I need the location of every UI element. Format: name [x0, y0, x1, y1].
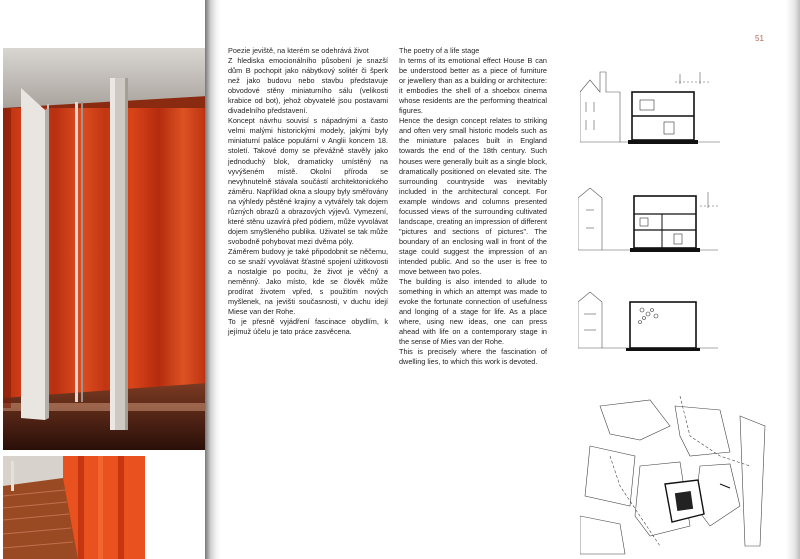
book-gutter-shadow — [205, 0, 221, 559]
english-paragraph: The building is also intended to allude to something in which an attempt was made to evoke the fortunate connection of usefulness and longing of a stage for life. As a place where, using new ideas, one can press ahead with life on a contemporary stage in the sense of Mies van der Rohe. — [399, 277, 547, 347]
site-plan-drawing — [580, 396, 775, 556]
english-paragraph: In terms of its emotional effect House B can be understood better as a piece of furniture or jewellery than as a building or architecture: it embodies the shell of a shoebox cinema whose residents are the performing theatrical figures. — [399, 56, 547, 116]
czech-paragraph: Záměrem budovy je také připodobnit se něčemu, co se snaží vyvolávat šťastné spojení užitkovosti a nostalgie po pocitu, že život je věčný a neměnný. Jako místo, kde se člověk může prodírat životem vpřed, s použitím nových myšlenek, na jevišti současnosti, v duchu idejí Miese van der Rohe. — [228, 246, 388, 317]
interior-photo-small-graphic — [3, 456, 145, 559]
page-number: 51 — [755, 34, 764, 43]
section-drawing-1 — [580, 62, 720, 152]
czech-paragraph: To je přesně vyjádření fascinace obydlím, k jejímuž účelu je tato práce zasvěcena. — [228, 317, 388, 337]
english-text-column — [399, 46, 547, 368]
interior-photo-small — [3, 456, 145, 559]
page-edge-shadow — [786, 0, 800, 559]
section-drawing-2 — [578, 178, 718, 268]
czech-heading: Poezie jeviště, na kterém se odehrává život — [228, 46, 369, 55]
left-page — [0, 0, 212, 559]
interior-photo-main — [3, 48, 208, 450]
czech-paragraph: Koncept návrhu souvisí s nápadnými a často velmi malými historickými modely, jakými byly miniaturní paláce populární v Anglii koncem 18. století. Takové domy se převážně stavěly jako jednoduchý blok, dramaticky umístěný na vyvýšeném místě. Okolní příroda se nevyhnutelně stávala součástí architektonického záměru. Například okna a sloupy byly směřovány na výhledy pěstěné krajiny a vytvářely tak dojem různých obrazů a obrazových výjevů. Vymezení, které stěnu uzavírá před pódiem, může vyvolávat dojem smyšleného publika. Uživatel se tak může svobodně pohybovat mezi dvěma póly. — [228, 116, 388, 246]
english-heading: The poetry of a life stage — [399, 46, 480, 55]
interior-photo-main-graphic — [3, 48, 208, 450]
section-drawing-3 — [578, 288, 718, 368]
czech-text-column — [228, 46, 388, 337]
english-paragraph: Hence the design concept relates to striking and often very small historic models such as the miniature palaces built in England towards the end of the 18th century. Such houses were generally built as a single block, dramatically positioned on elevated site. The surrounding countryside was inevitably included in the architectural concept. For example windows and columns presented focussed views of the surrounding cultivated landscape, creating an impression of different "pictures and sections of pictures". The boundary of an enclosing wall in front of the stage could suggest the impression of an intended public. And so the user is free to move between two poles. — [399, 116, 547, 277]
czech-paragraph: Z hlediska emocionálního působení je snazší dům B pochopit jako nábytkový solitér či šperk než jako budovu nebo stavbu představuje obvodové stěny miniaturního sálu (velikosti krabice od bot), jehož obyvatelé jsou postavami divadelního představení. — [228, 56, 388, 116]
english-paragraph: This is precisely where the fascination of dwelling lies, to which this work is devoted. — [399, 347, 547, 367]
